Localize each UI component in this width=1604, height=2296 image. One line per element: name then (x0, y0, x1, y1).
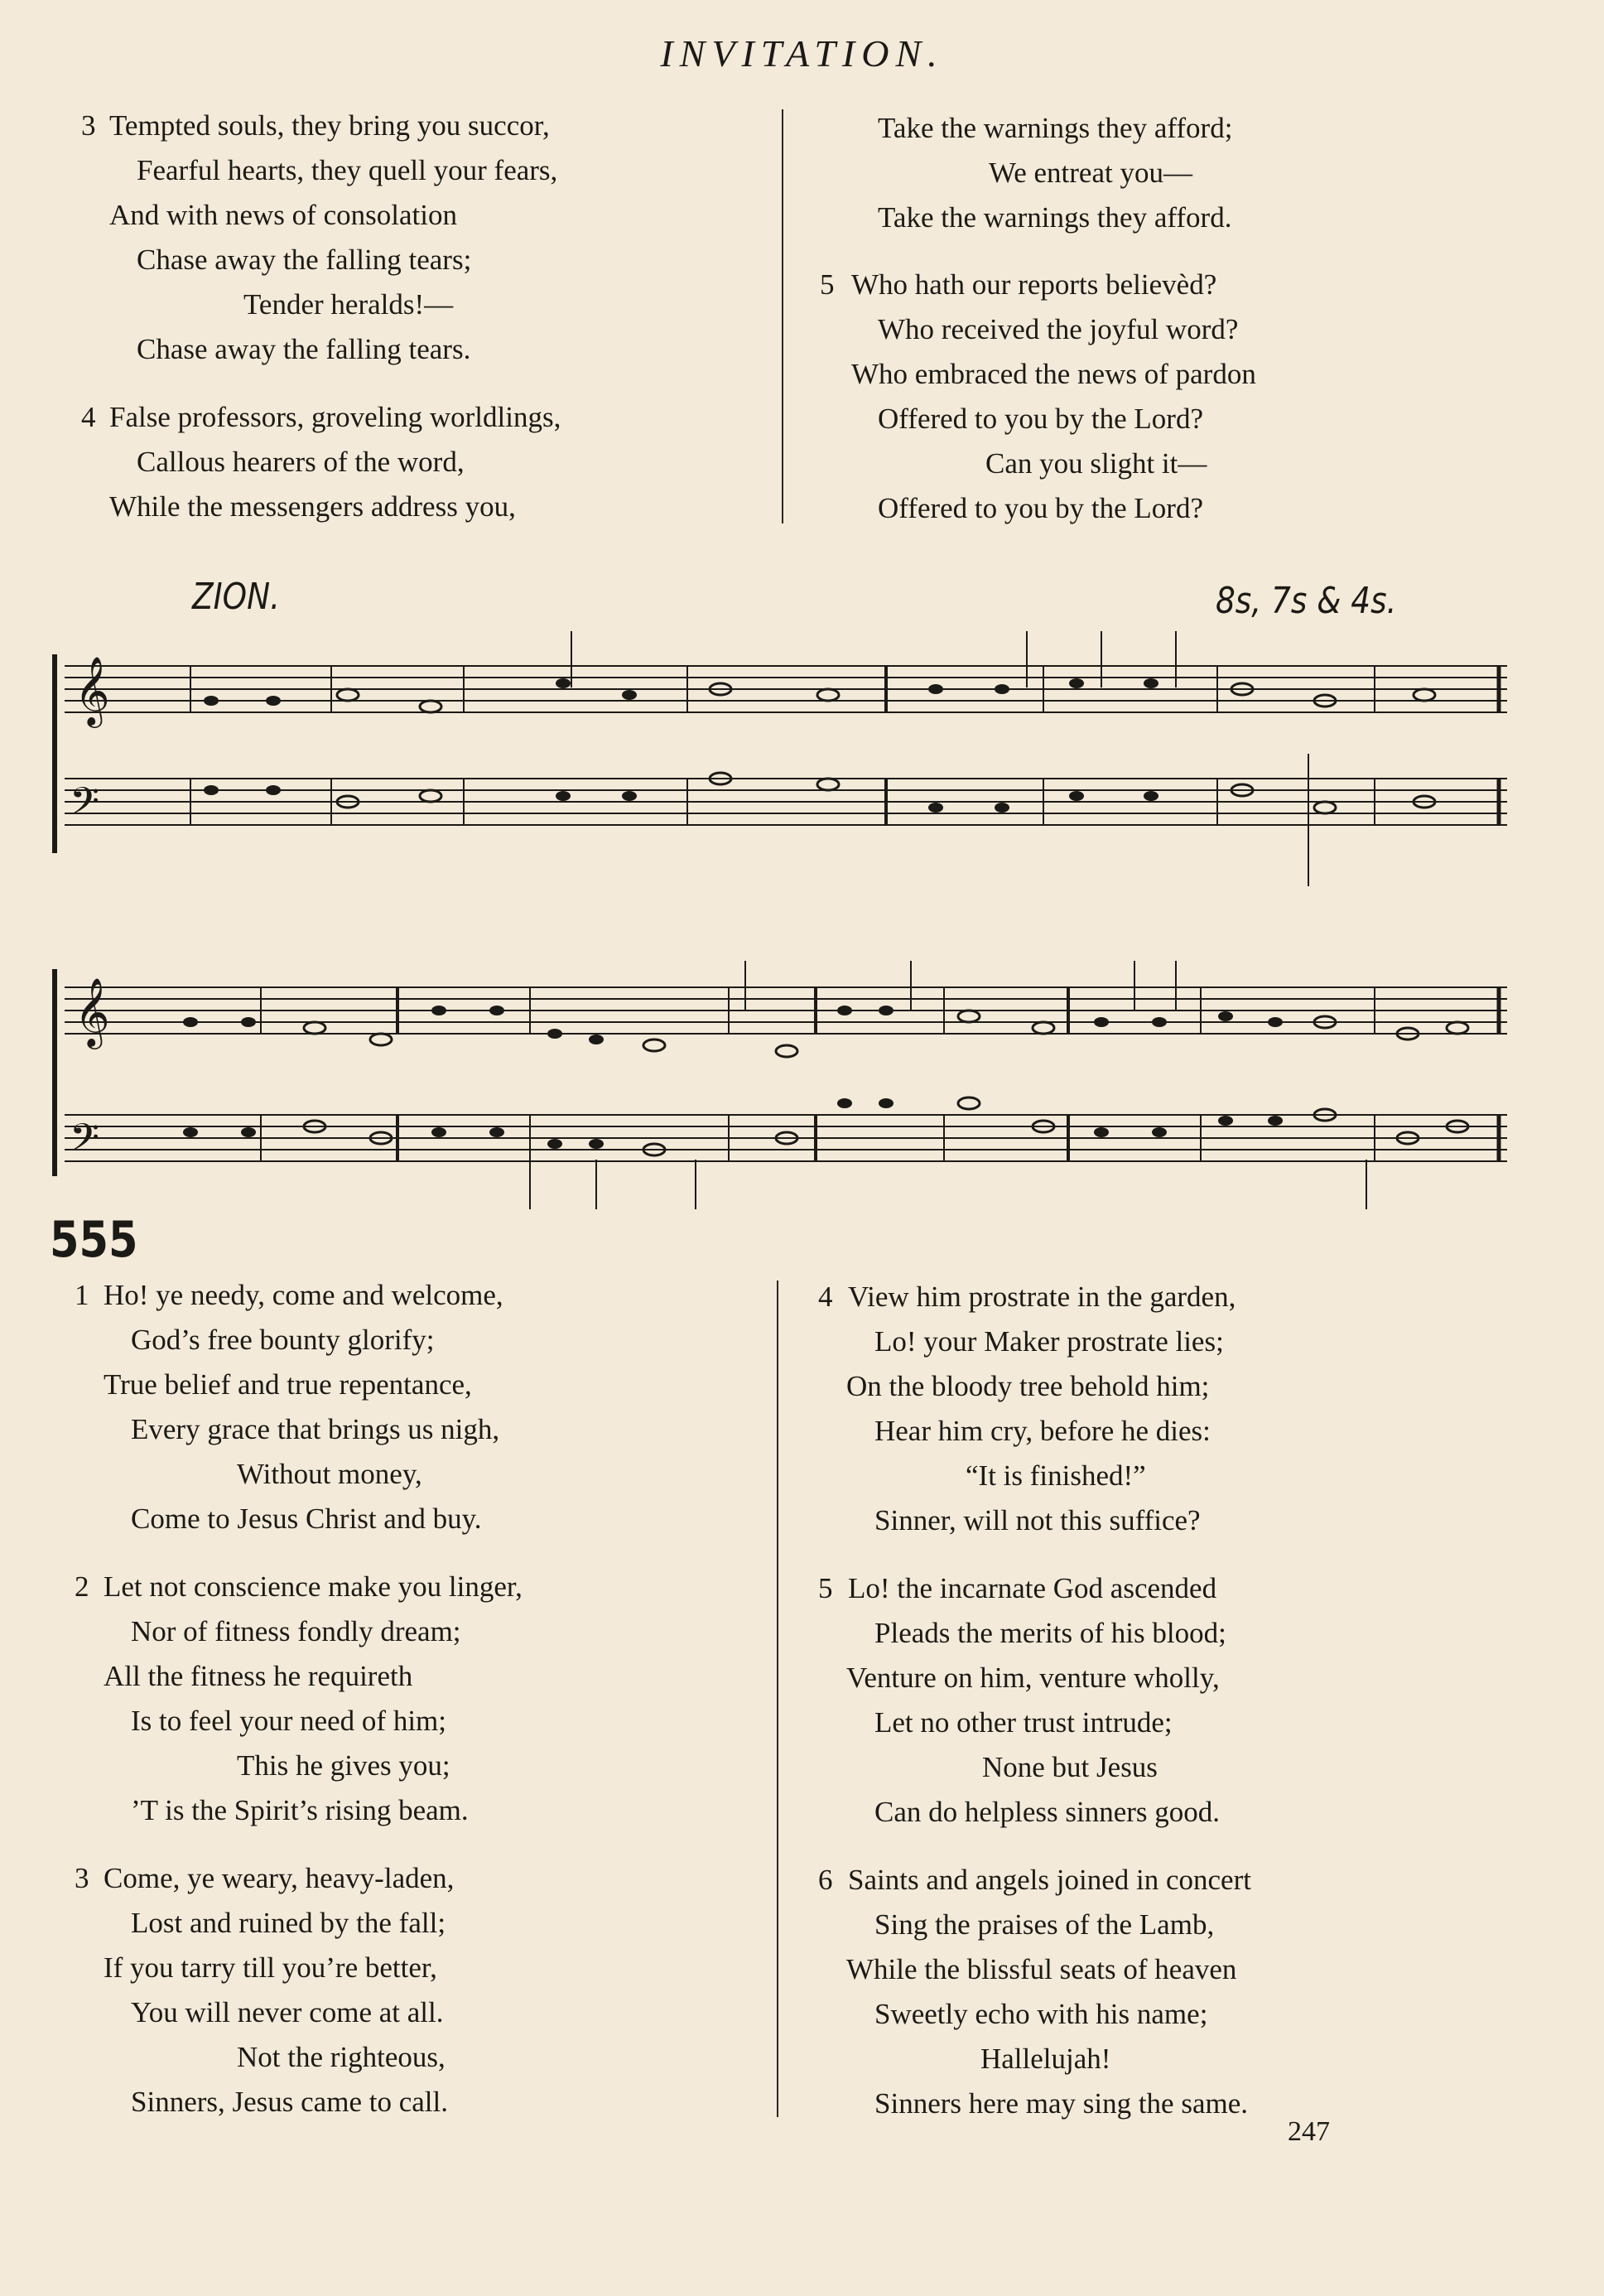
page-header: INVITATION. (660, 32, 944, 75)
verse-line: Offered to you by the Lord? (878, 492, 1203, 524)
stanza-number: 4 (81, 401, 96, 433)
verse-line: We entreat you— (989, 157, 1192, 189)
verse-line: “It is finished!” (966, 1459, 1146, 1492)
stanza-number: 5 (818, 1572, 833, 1604)
verse-line: This he gives you; (237, 1749, 450, 1782)
verse-line: Without money, (237, 1458, 422, 1490)
verse-line: Let no other trust intrude; (874, 1706, 1173, 1739)
verse-line: False professors, groveling worldlings, (109, 401, 561, 433)
page-number: 247 (1288, 2116, 1330, 2147)
music-system-1 (0, 629, 1604, 895)
verse-line: None but Jesus (982, 1751, 1158, 1783)
verse-line: Ho! ye needy, come and welcome, (104, 1279, 503, 1311)
barlines (261, 987, 1499, 1161)
stanza-number: 5 (820, 268, 835, 301)
verse-line: Take the warnings they afford. (878, 201, 1232, 234)
verse-line: Lost and ruined by the fall; (131, 1907, 446, 1939)
verse-line: Lo! the incarnate God ascended (848, 1572, 1217, 1604)
verse-line: Sinners here may sing the same. (874, 2087, 1249, 2120)
verse-line: Not the righteous, (237, 2041, 446, 2073)
treble-clef-icon: 𝄞 (75, 655, 110, 725)
verse-line: Hallelujah! (980, 2043, 1111, 2075)
column-divider (782, 109, 783, 523)
verse-line: Fearful hearts, they quell your fears, (137, 154, 558, 186)
verse-line: Let not conscience make you linger, (104, 1570, 523, 1603)
verse-line: On the bloody tree behold him; (846, 1370, 1210, 1402)
hymn-number: 555 (50, 1211, 138, 1269)
bass-clef-icon: 𝄢 (70, 1116, 100, 1170)
stanza-number: 2 (75, 1570, 89, 1603)
bass-staff (65, 779, 1507, 825)
stanza-number: 4 (818, 1281, 833, 1313)
verse-line: Sinners, Jesus came to call. (131, 2086, 448, 2118)
verse-line: You will never come at all. (131, 1996, 444, 2028)
stanza-number: 3 (75, 1862, 89, 1894)
verse-line: Can you slight it— (985, 447, 1207, 480)
verse-line: Come to Jesus Christ and buy. (131, 1503, 482, 1535)
treble-clef-icon: 𝄞 (75, 977, 110, 1046)
treble-staff (65, 666, 1507, 712)
verse-line: View him prostrate in the garden, (848, 1281, 1236, 1313)
verse-line: True belief and true repentance, (104, 1368, 472, 1401)
verse-line: While the messengers address you, (109, 490, 516, 523)
tune-name: ZION. (192, 576, 280, 618)
verse-line: Sinner, will not this suffice? (874, 1504, 1201, 1536)
verse-line: Who embraced the news of pardon (851, 358, 1256, 390)
tune-meter: 8s, 7s & 4s. (1216, 580, 1397, 622)
music-system-2 (0, 953, 1604, 1226)
verse-line: Who received the joyful word? (878, 313, 1239, 345)
verse-line: Lo! your Maker prostrate lies; (874, 1325, 1224, 1358)
verse-line: Saints and angels joined in concert (848, 1864, 1251, 1896)
verse-line: Take the warnings they afford; (878, 112, 1233, 144)
verse-line: All the fitness he requireth (104, 1660, 413, 1692)
verse-line: Tempted souls, they bring you succor, (109, 109, 550, 142)
notes (204, 678, 1435, 813)
column-divider (777, 1281, 778, 2117)
verse-line: Sweetly echo with his name; (874, 1998, 1208, 2030)
verse-line: Who hath our reports believèd? (851, 268, 1217, 301)
stems (571, 631, 1308, 886)
verse-line: Chase away the falling tears; (137, 244, 472, 276)
verse-line: Hear him cry, before he dies: (874, 1415, 1211, 1447)
verse-line: Nor of fitness fondly dream; (131, 1615, 461, 1647)
verse-line: God’s free bounty glorify; (131, 1324, 435, 1356)
verse-line: ’T is the Spirit’s rising beam. (131, 1794, 469, 1826)
bass-staff (65, 1115, 1507, 1161)
verse-line: If you tarry till you’re better, (104, 1951, 437, 1984)
verse-line: While the blissful seats of heaven (846, 1953, 1237, 1985)
verse-line: Chase away the falling tears. (137, 333, 471, 365)
verse-line: Callous hearers of the word, (137, 446, 465, 478)
verse-line: Tender heralds!— (243, 288, 454, 321)
stanza-number: 3 (81, 109, 96, 142)
verse-line: Can do helpless sinners good. (874, 1796, 1221, 1828)
verse-line: Offered to you by the Lord? (878, 403, 1203, 435)
verse-line: And with news of consolation (109, 199, 457, 231)
verse-line: Every grace that brings us nigh, (131, 1413, 500, 1445)
verse-line: Sing the praises of the Lamb, (874, 1908, 1215, 1941)
stanza-number: 6 (818, 1864, 833, 1896)
bass-clef-icon: 𝄢 (70, 779, 100, 833)
verse-line: Pleads the merits of his blood; (874, 1617, 1226, 1649)
notes (183, 1006, 1468, 1155)
verse-line: Is to feel your need of him; (131, 1705, 447, 1737)
treble-staff (65, 987, 1507, 1034)
verse-line: Venture on him, venture wholly, (846, 1662, 1220, 1694)
stanza-number: 1 (75, 1279, 89, 1311)
verse-line: Come, ye weary, heavy-laden, (104, 1862, 455, 1894)
